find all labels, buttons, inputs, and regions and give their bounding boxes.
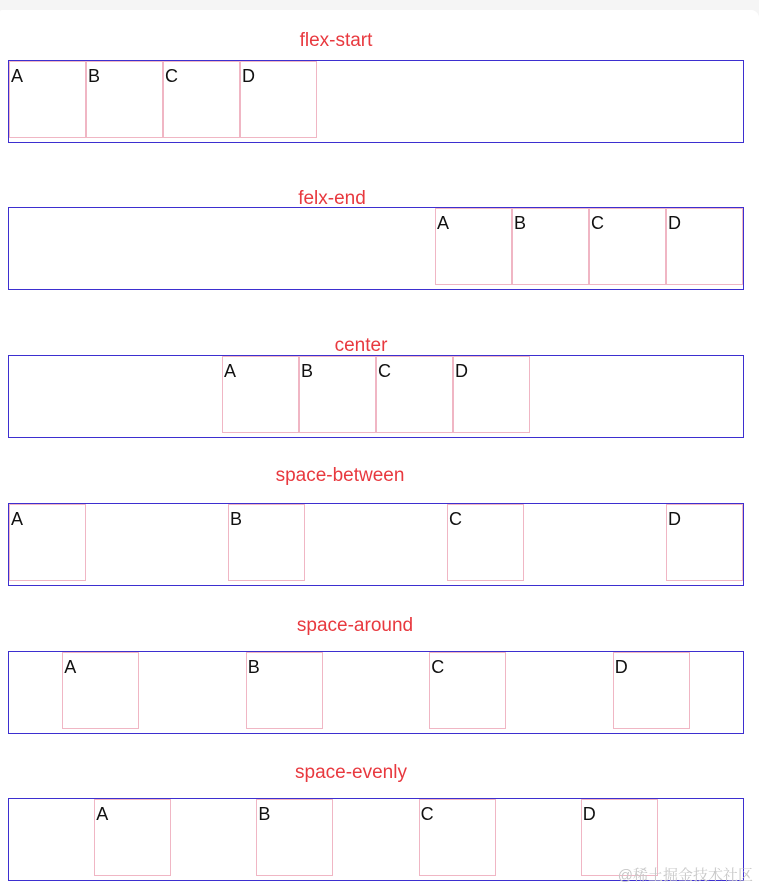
flex-item-d: D (666, 504, 743, 581)
section-title-flex-start: flex-start (299, 30, 373, 51)
flex-item-a: A (9, 61, 86, 138)
section-title-space-between: space-between (275, 465, 405, 486)
flex-item-b: B (86, 61, 163, 138)
flex-item-c: C (376, 356, 453, 433)
flex-item-c: C (419, 799, 496, 876)
flex-container-flex-start (8, 60, 744, 143)
flex-item-b: B (299, 356, 376, 433)
watermark: @稀土掘金技术社区 (617, 867, 753, 884)
flex-item-b: B (512, 208, 589, 285)
flex-item-d: D (240, 61, 317, 138)
demo-card (0, 10, 759, 889)
flex-item-d: D (613, 652, 690, 729)
flex-item-a: A (222, 356, 299, 433)
flex-item-b: B (256, 799, 333, 876)
flex-item-d: D (666, 208, 743, 285)
section-title-space-around: space-around (296, 615, 414, 636)
flex-item-b: B (228, 504, 305, 581)
flex-item-c: C (589, 208, 666, 285)
section-title-flex-end: felx-end (298, 188, 366, 209)
flex-container-space-between (8, 503, 744, 586)
flex-item-c: C (163, 61, 240, 138)
flex-item-b: B (246, 652, 323, 729)
flex-item-c: C (447, 504, 524, 581)
flex-container-space-around (8, 651, 744, 734)
flex-item-a: A (62, 652, 139, 729)
flex-item-a: A (94, 799, 171, 876)
flex-item-a: A (9, 504, 86, 581)
flex-item-d: D (453, 356, 530, 433)
flex-container-flex-end (8, 207, 744, 290)
flex-item-d: D (581, 799, 658, 876)
flex-item-a: A (435, 208, 512, 285)
flex-container-center (8, 355, 744, 438)
flex-item-c: C (429, 652, 506, 729)
section-title-space-evenly: space-evenly (295, 762, 407, 783)
section-title-center: center (334, 335, 388, 356)
